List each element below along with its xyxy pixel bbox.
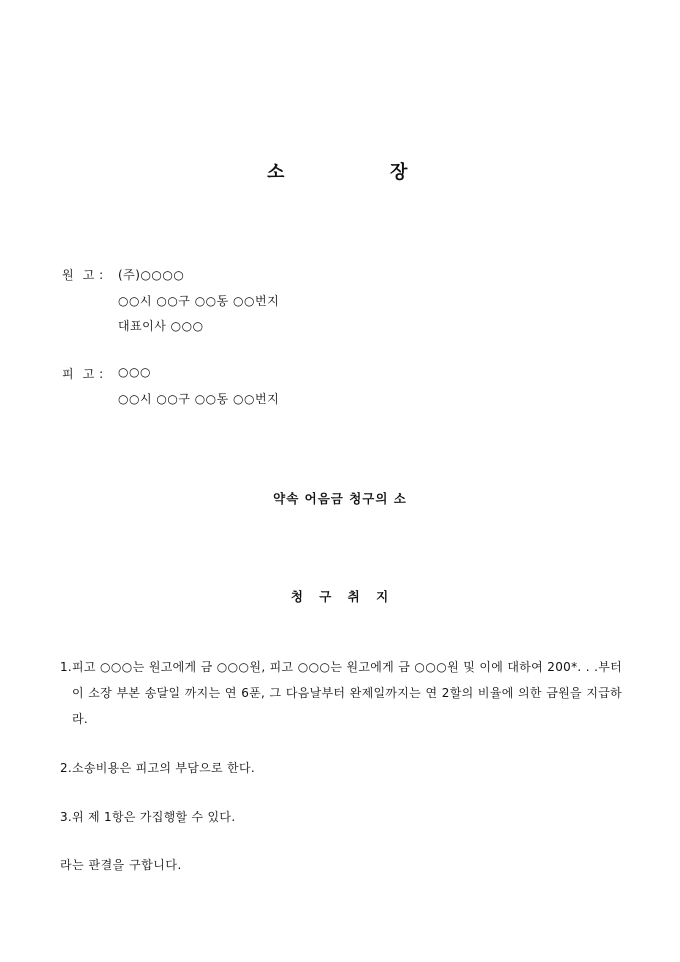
document-title xyxy=(0,158,680,182)
defendant-address: ○○시 ○○구 ○○동 ○○번지 xyxy=(118,392,280,406)
claim-item-2 xyxy=(60,755,622,781)
title-char-1: 소 xyxy=(267,162,285,183)
closing-statement: 라는 판결을 구합니다. xyxy=(60,858,182,872)
defendant-name: ○○○ xyxy=(118,365,151,379)
plaintiff-representative: 대표이사 ○○○ xyxy=(118,319,204,333)
title-char-2: 장 xyxy=(390,162,408,183)
claim-number: 2. xyxy=(60,761,73,775)
claim-text: 위 제 1항은 가집행할 수 있다. xyxy=(72,810,236,824)
claim-number: 3. xyxy=(60,810,73,824)
claim-text: 소송비용은 피고의 부담으로 한다. xyxy=(72,761,255,775)
defendant-label: 피 고 : xyxy=(62,367,104,381)
claim-purpose-heading: 청 구 취 지 xyxy=(290,589,390,604)
claim-number: 1. xyxy=(60,660,73,674)
plaintiff-name: (주)○○○○ xyxy=(118,268,185,282)
case-name: 약속 어음금 청구의 소 xyxy=(273,491,407,506)
plaintiff-address: ○○시 ○○구 ○○동 ○○번지 xyxy=(118,294,280,308)
claim-item-1 xyxy=(60,654,622,732)
plaintiff-label: 원 고 : xyxy=(62,268,104,282)
claim-item-3 xyxy=(60,804,622,830)
claim-text: 피고 ○○○는 원고에게 금 ○○○원, 피고 ○○○는 원고에게 금 ○○○원 및 이에 대하여 200*. . .부터 이 소장 부본 송달일 까지는 연 6푼, 그 다음날부터 완제일까지는 연 2할의 비율에 의한 금원을 지급하라. xyxy=(72,660,622,726)
